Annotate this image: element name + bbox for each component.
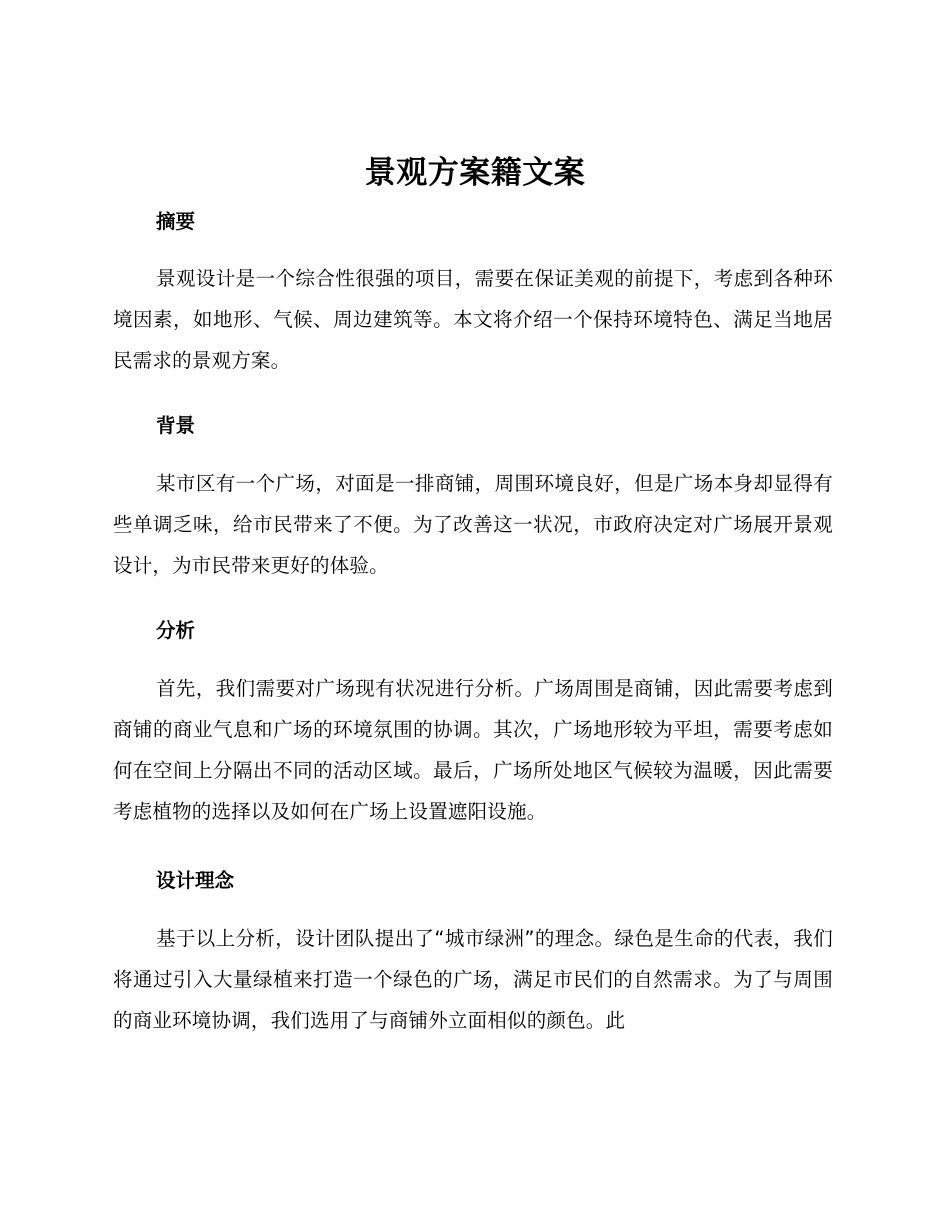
section-body-analysis: 首先，我们需要对广场现有状况进行分析。广场周围是商铺，因此需要考虑到商铺的商业气息和广场的环境氛围的协调。其次，广场地形较为平坦，需要考虑如何在空间上分隔出不同的活动区域。最后，广场所处地区气候较为温暖，因此需要考虑植物的选择以及如何在广场上设置遮阳设施。 [113, 677, 833, 823]
section-body-abstract: 景观设计是一个综合性很强的项目，需要在保证美观的前提下，考虑到各种环境因素，如地形、气候、周边建筑等。本文将介绍一个保持环境特色、满足当地居民需求的景观方案。 [113, 267, 833, 372]
section-body-background: 某市区有一个广场，对面是一排商铺，周围环境良好，但是广场本身却显得有些单调乏味，给市民带来了不便。为了改善这一状况，市政府决定对广场展开景观设计，为市民带来更好的体验。 [113, 472, 833, 577]
section-heading-analysis: 分析 [156, 619, 196, 642]
section-heading-abstract: 摘要 [156, 210, 196, 233]
section-body-design-concept: 基于以上分析，设计团队提出了“城市绿洲”的理念。绿色是生命的代表，我们将通过引入大量绿植来打造一个绿色的广场，满足市民们的自然需求。为了与周围的商业环境协调，我们选用了与商铺外立面相似的颜色。此 [113, 927, 833, 1032]
document-title: 景观方案籍文案 [364, 155, 586, 191]
section-heading-background: 背景 [156, 414, 196, 437]
section-heading-design-concept: 设计理念 [156, 869, 235, 892]
